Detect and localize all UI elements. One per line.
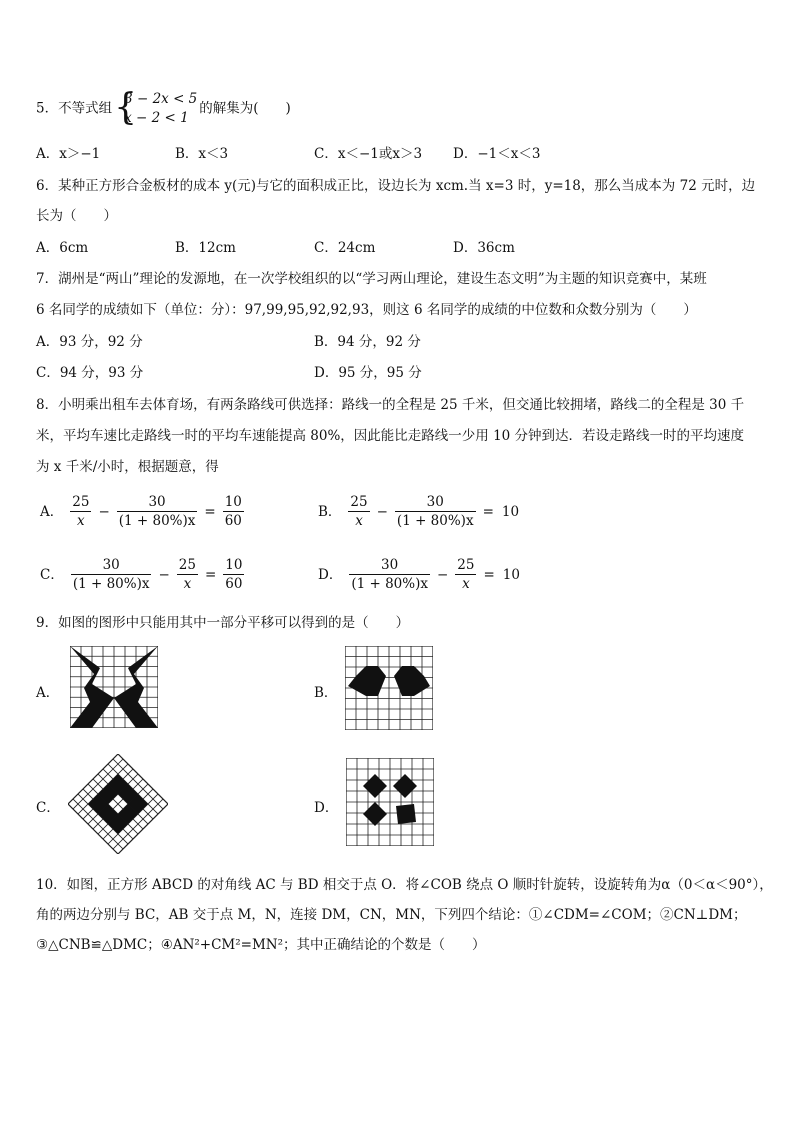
frac-25-x: $\frac{25}{x}$ (178, 557, 196, 592)
q9-option-d-label[interactable]: D． (314, 800, 339, 816)
q5-row2: x − 2 < 1 (124, 110, 189, 126)
q8-line2: 米，平均车速比走路线一时的平均车速能提高 80%，因此能比走路线一少用 10 分钟到达．若设走路线一时的平均速度 (36, 428, 745, 444)
q9-option-c-label[interactable]: C． (36, 800, 60, 816)
q10-line1: 10．如图，正方形 ABCD 的对角线 AC 与 BD 相交于点 O．将∠COB 绕点 O 顺时针旋转，设旋转角为α（0＜α＜90°）， (36, 877, 773, 893)
frac-25-x: $\frac{25}{x}$ (72, 494, 90, 529)
frac-30-denom: $\frac{30}{(1 + 80\%)x}$ (351, 557, 428, 592)
q5-suffix: 的解集为( ) (199, 100, 291, 117)
q8-option-b[interactable]: B． $\frac{25}{x}$ − $\frac{30}{(1 + 80\%)x}$ = 10 (318, 494, 520, 529)
q7-option-d[interactable]: D．95 分，95 分 (314, 365, 422, 381)
q8-option-a[interactable]: A． $\frac{25}{x}$ − $\frac{30}{(1 + 80\%)x}$ = $\frac{10}{60}$ (40, 494, 242, 529)
figure-d-diamond-3 (363, 802, 387, 826)
figure-d-diamond-1 (363, 774, 387, 798)
q6-option-a[interactable]: A．6cm (36, 240, 89, 256)
q9-figure-b[interactable] (345, 646, 433, 730)
frac-30-denom: $\frac{30}{(1 + 80\%)x}$ (396, 494, 474, 529)
q5-stem (36, 87, 291, 128)
figure-d-square-4 (396, 804, 416, 824)
q9-figure-c[interactable] (68, 754, 168, 854)
frac-25-x: $\frac{25}{x}$ (350, 494, 368, 529)
frac-30-denom: $\frac{30}{(1 + 80\%)x}$ (72, 557, 150, 592)
q6-option-b[interactable]: B．12cm (175, 240, 236, 256)
figure-d-diamond-2 (393, 774, 417, 798)
q9-line1: 9．如图的图形中只能用其中一部分平移可以得到的是（ ） (36, 615, 410, 631)
q9-figure-a[interactable] (70, 646, 158, 728)
q6-line2: 长为（ ） (36, 208, 117, 224)
q9-option-a-label[interactable]: A． (36, 685, 60, 701)
q5-inequality-system: { 3 − 2x < 5 x − 2 < 1 (114, 87, 198, 128)
frac-10-60: $\frac{10}{60}$ (224, 494, 242, 529)
q6-option-c[interactable]: C．24cm (314, 240, 376, 256)
q7-option-c[interactable]: C．94 分，93 分 (36, 365, 144, 381)
q7-option-b[interactable]: B．94 分，92 分 (314, 334, 421, 350)
q10-line2: 角的两边分别与 BC，AB 交于点 M，N，连接 DM，CN，MN，下列四个结论：①∠CDM=∠COM；②CN⊥DM； (36, 907, 747, 923)
q8-line1: 8．小明乘出租车去体育场，有两条路线可供选择：路线一的全程是 25 千米，但交通比较拥堵，路线二的全程是 30 千 (36, 397, 745, 413)
q7-line1: 7．湖州是“两山”理论的发源地，在一次学校组织的以“学习两山理论，建设生态文明”为主题的知识竞赛中，某班 (36, 271, 707, 287)
q5-option-a[interactable]: A．x＞−1 (36, 146, 101, 162)
q9-figure-d[interactable] (346, 758, 434, 846)
q7-option-a[interactable]: A．93 分，92 分 (36, 334, 143, 350)
figure-b-hexagon-2 (394, 666, 430, 696)
frac-30-denom: $\frac{30}{(1 + 80\%)x}$ (118, 494, 196, 529)
q5-option-d[interactable]: D．−1＜x＜3 (453, 146, 541, 162)
q8-line3: 为 x 千米/小时，根据题意，得 (36, 459, 219, 475)
q10-line3: ③△CNB≌△DMC；④AN²+CM²=MN²；其中正确结论的个数是（ ） (36, 937, 486, 953)
frac-25-x: $\frac{25}{x}$ (457, 557, 475, 592)
q8-option-d[interactable]: D． $\frac{30}{(1 + 80\%)x}$ − $\frac{25}{x}$ = 10 (318, 557, 520, 592)
q6-line1: 6．某种正方形合金板材的成本 y(元)与它的面积成正比，设边长为 xcm.当 x=3 时，y=18，那么当成本为 72 元时，边 (36, 178, 756, 194)
q5-row1: 3 − 2x < 5 (124, 91, 198, 107)
q8-option-c[interactable]: C． $\frac{30}{(1 + 80\%)x}$ − $\frac{25}{x}$ = $\frac{10}{60}$ (40, 557, 243, 592)
q5-option-c[interactable]: C．x＜−1或x＞3 (314, 146, 423, 162)
q5-prefix: 5．不等式组 (36, 100, 113, 117)
frac-10-60: $\frac{10}{60}$ (225, 557, 243, 592)
q7-line2: 6 名同学的成绩如下（单位：分）：97,99,95,92,92,93，则这 6 名同学的成绩的中位数和众数分别为（ ） (36, 302, 697, 318)
q6-option-d[interactable]: D．36cm (453, 240, 515, 256)
q5-option-b[interactable]: B．x＜3 (175, 146, 229, 162)
q9-option-b-label[interactable]: B． (314, 685, 338, 701)
figure-b-hexagon-1 (348, 666, 386, 696)
